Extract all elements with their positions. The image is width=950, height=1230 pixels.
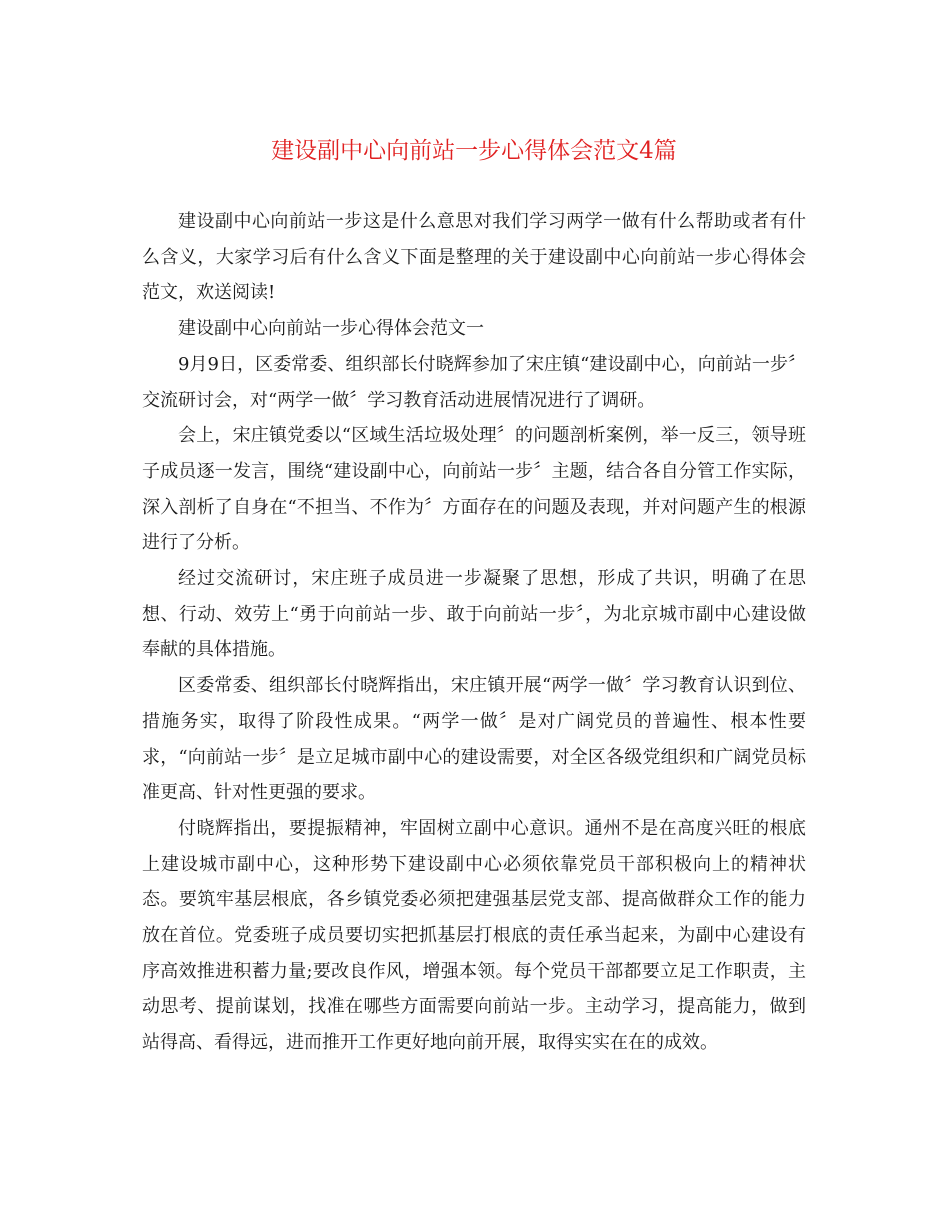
section-heading: 建设副中心向前站一步心得体会范文一 <box>178 318 484 340</box>
document-title: 建设副中心向前站一步心得体会范文4篇 <box>271 138 677 164</box>
paragraph: 会上，宋庄镇党委以“区域生活垃圾处理〞的问题剖析案例，举一反三，领导班子成员逐一发言，围绕“建设副中心，向前站一步〞主题，结合各自分管工作实际，深入剖析了自身在“不担当、不作为〞方面存在的问题及表现，并对问题产生的根源进行了分析。 <box>142 425 806 554</box>
paragraph: 经过交流研讨，宋庄班子成员进一步凝聚了思想，形成了共识，明确了在思想、行动、效劳上“勇于向前站一步、敢于向前站一步〞，为北京城市副中心建设做奉献的具体措施。 <box>142 568 806 661</box>
paragraph: 区委常委、组织部长付晓辉指出，宋庄镇开展“两学一做〞学习教育认识到位、措施务实，取得了阶段性成果。“两学一做〞是对广阔党员的普遍性、根本性要求，“向前站一步〞是立足城市副中心的建设需要，对全区各级党组织和广阔党员标准更高、针对性更强的要求。 <box>142 675 806 804</box>
paragraph: 9月9日，区委常委、组织部长付晓辉参加了宋庄镇“建设副中心，向前站一步〞交流研讨会，对“两学一做〞学习教育活动进展情况进行了调研。 <box>142 353 806 411</box>
paragraph: 付晓辉指出，要提振精神，牢固树立副中心意识。通州不是在高度兴旺的根底上建设城市副中心，这种形势下建设副中心必须依靠党员干部积极向上的精神状态。要筑牢基层根底，各乡镇党委必须把建强基层党支部、提高做群众工作的能力放在首位。党委班子成员要切实把抓基层打根底的责任承当起来，为副中心建设有序高效推进积蓄力量;要改良作风，增强本领。每个党员干部都要立足工作职责，主动思考、提前谋划，找准在哪些方面需要向前站一步。主动学习，提高能力，做到站得高、看得远，进而推开工作更好地向前开展，取得实实在在的成效。 <box>142 817 806 1054</box>
document-body <box>142 204 806 1061</box>
paragraph-intro: 建设副中心向前站一步这是什么意思对我们学习两学一做有什么帮助或者有什么含义，大家学习后有什么含义下面是整理的关于建设副中心向前站一步心得体会范文，欢送阅读! <box>142 211 806 304</box>
